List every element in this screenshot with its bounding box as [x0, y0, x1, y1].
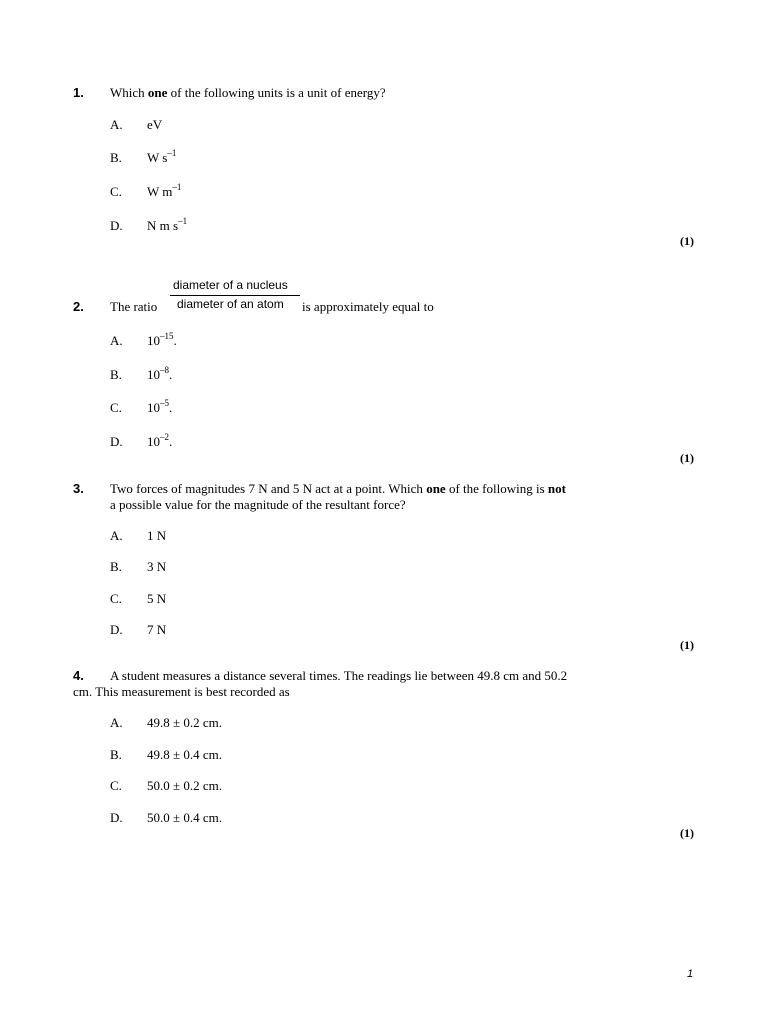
option-text: 5 N — [147, 591, 167, 606]
option-text — [147, 117, 162, 133]
option-superscript: –1 — [167, 148, 177, 158]
option-text: 1 N — [147, 528, 167, 543]
question-number: 1. — [73, 85, 84, 100]
option-text — [147, 367, 172, 383]
question-stem — [110, 481, 566, 497]
question-stem-suffix: is approximately equal to — [302, 299, 434, 314]
option-letter: A. — [110, 117, 123, 132]
option-letter: C. — [110, 778, 122, 793]
option-letter: A. — [110, 333, 123, 348]
option-text: 49.8 ± 0.2 cm. — [147, 715, 223, 730]
option-value: 10 — [147, 367, 160, 382]
option-suffix: . — [169, 434, 173, 449]
question-number: 3. — [73, 481, 84, 496]
question-number: 2. — [73, 299, 84, 314]
option-value: eV — [147, 117, 163, 132]
question-stem-line2: a possible value for the magnitude of the resultant force? — [110, 497, 406, 512]
option-value: N m s — [147, 218, 179, 233]
option-letter: D. — [110, 434, 123, 449]
option-text: 49.8 ± 0.4 cm. — [147, 747, 223, 762]
mark-allocation: (1) — [680, 638, 694, 652]
option-value: W m — [147, 184, 173, 199]
mark-allocation: (1) — [680, 826, 694, 840]
option-text — [147, 150, 176, 166]
option-superscript: –2 — [160, 432, 169, 442]
option-letter: B. — [110, 150, 122, 165]
mark-allocation: (1) — [680, 451, 694, 465]
fraction-bar — [170, 295, 300, 296]
option-letter: D. — [110, 218, 123, 233]
option-letter: C. — [110, 184, 122, 199]
question-number: 4. — [73, 668, 84, 683]
option-superscript: –1 — [178, 216, 188, 226]
option-superscript: –15 — [160, 331, 174, 341]
question-stem-line2: cm. This measurement is best recorded as — [73, 684, 290, 699]
option-suffix: . — [169, 367, 173, 382]
option-value: 10 — [147, 333, 160, 348]
option-suffix: . — [169, 400, 173, 415]
question-stem — [110, 85, 386, 101]
option-letter: A. — [110, 715, 123, 730]
option-letter: C. — [110, 400, 122, 415]
option-value: 10 — [147, 434, 160, 449]
stem-text: Which — [110, 85, 148, 100]
option-letter: B. — [110, 747, 122, 762]
option-text — [147, 400, 172, 416]
stem-emphasis: one — [147, 85, 168, 100]
option-text — [147, 434, 172, 450]
option-superscript: –5 — [160, 398, 169, 408]
stem-emphasis: one — [426, 481, 446, 496]
option-text: 3 N — [147, 559, 167, 574]
option-text — [147, 184, 181, 200]
option-text — [147, 218, 187, 234]
option-superscript: –8 — [160, 365, 169, 375]
option-letter: B. — [110, 559, 122, 574]
option-suffix: . — [173, 333, 177, 348]
question-stem-line1: A student measures a distance several times. The readings lie between 49.8 cm and 50.2 — [110, 668, 568, 683]
option-letter: D. — [110, 622, 123, 637]
stem-text: of the following is — [445, 481, 548, 496]
option-text: 50.0 ± 0.4 cm. — [147, 810, 223, 825]
option-value: 10 — [147, 400, 160, 415]
option-value: W s — [147, 150, 168, 165]
fraction-numerator: diameter of a nucleus — [173, 278, 288, 292]
stem-text: Two forces of magnitudes 7 N and 5 N act at a point. Which — [110, 481, 427, 496]
option-letter: A. — [110, 528, 123, 543]
page-number: 1 — [687, 968, 694, 980]
option-text: 50.0 ± 0.2 cm. — [147, 778, 223, 793]
fraction-denominator: diameter of an atom — [177, 297, 284, 311]
option-superscript: –1 — [172, 182, 182, 192]
option-text — [147, 333, 177, 349]
question-stem-prefix: The ratio — [110, 299, 158, 314]
mark-allocation: (1) — [680, 234, 694, 248]
option-letter: D. — [110, 810, 123, 825]
stem-text: of the following units is a unit of energy? — [167, 85, 386, 100]
option-text: 7 N — [147, 622, 167, 637]
stem-emphasis: not — [547, 481, 566, 496]
option-letter: B. — [110, 367, 122, 382]
option-letter: C. — [110, 591, 122, 606]
